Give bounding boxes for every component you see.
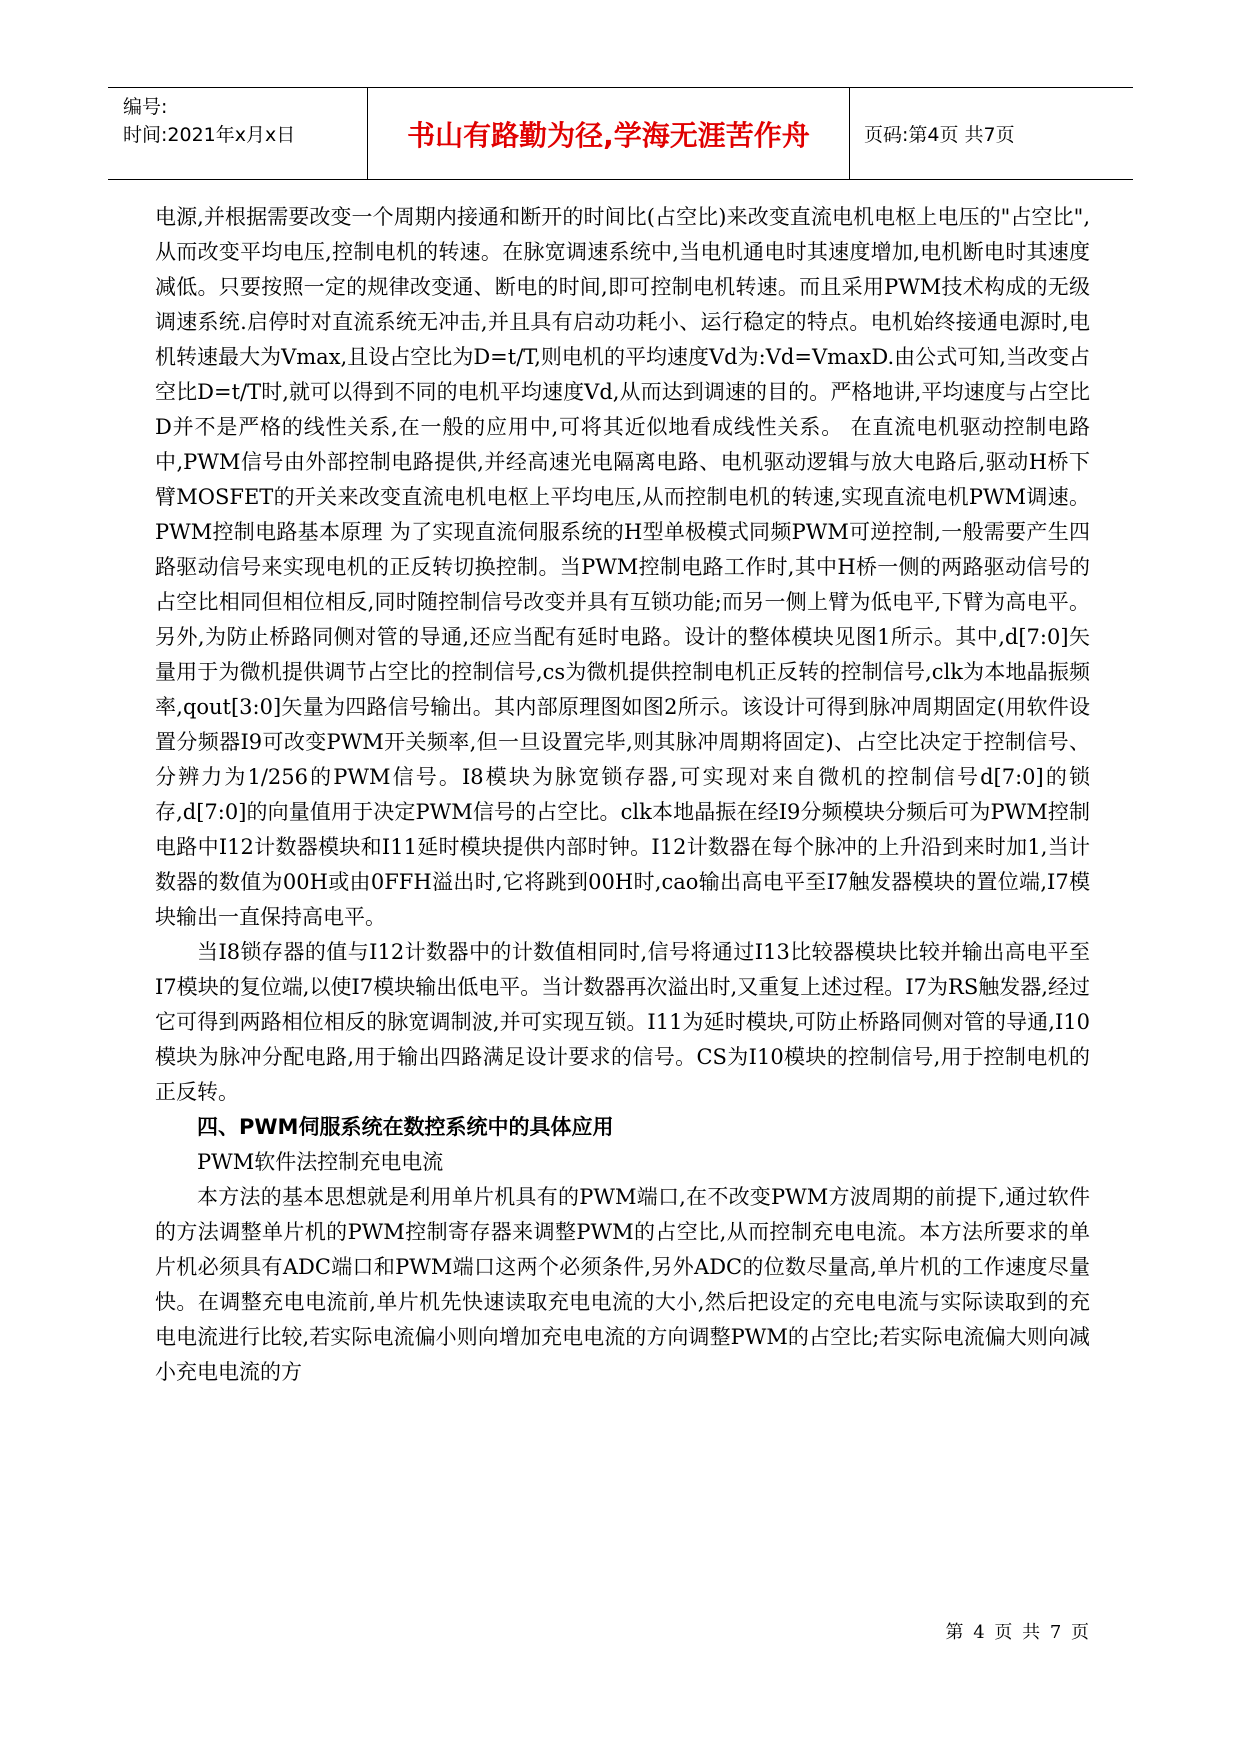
document-number-label: 编号: <box>123 96 168 118</box>
body-paragraph-2: 当I8锁存器的值与I12计数器中的计数值相同时,信号将通过I13比较器模块比较并输出高电平至I7模块的复位端,以使I7模块输出低电平。当计数器再次溢出时,又重复上述过程。I7为RS触发器,经过它可得到两路相位相反的脉宽调制波,并可实现互锁。I11为延时模块,可防止桥路同侧对管的导通,I10模块为脉冲分配电路,用于输出四路满足设计要求的信号。CS为I10模块的控制信号,用于控制电机的正反转。 <box>155 940 1090 1104</box>
header-meta <box>108 88 368 179</box>
section-heading: 四、PWM伺服系统在数控系统中的具体应用 <box>197 1115 614 1139</box>
body-paragraph-1: 电源,并根据需要改变一个周期内接通和断开的时间比(占空比)来改变直流电机电枢上电压的"占空比",从而改变平均电压,控制电机的转速。在脉宽调速系统中,当电机通电时其速度增加,电机断电时其速度减低。只要按照一定的规律改变通、断电的时间,即可控制电机转速。而且采用PWM技术构成的无级调速系统.启停时对直流系统无冲击,并且具有启动功耗小、运行稳定的特点。电机始终接通电源时,电机转速最大为Vmax,且设占空比为D=t/T,则电机的平均速度Vd为:Vd=VmaxD.由公式可知,当改变占空比D=t/T时,就可以得到不同的电机平均速度Vd,从而达到调速的目的。严格地讲,平均速度与占空比D并不是严格的线性关系,在一般的应用中,可将其近似地看成线性关系。 在直流电机驱动控制电路中,PWM信号由外部控制电路提供,并经高速光电隔离电路、电机驱动逻辑与放大电路后,驱动H桥下臂MOSFET的开关来改变直流电机电枢上平均电压,从而控制电机的转速,实现直流电机PWM调速。PWM控制电路基本原理 为了实现直流伺服系统的H型单极模式同频PWM可逆控制,一般需要产生四路驱动信号来实现电机的正反转切换控制。当PWM控制电路工作时,其中H桥一侧的两路驱动信号的占空比相同但相位相反,同时随控制信号改变并具有互锁功能;而另一侧上臂为低电平,下臂为高电平。另外,为防止桥路同侧对管的导通,还应当配有延时电路。设计的整体模块见图1所示。其中,d[7:0]矢量用于为微机提供调节占空比的控制信号,cs为微机提供控制电机正反转的控制信号,clk为本地晶振频率,qout[3:0]矢量为四路信号输出。其内部原理图如图2所示。该设计可得到脉冲周期固定(用软件设置分频器I9可改变PWM开关频率,但一旦设置完毕,则其脉冲周期将固定)、占空比决定于控制信号、分辨力为1/256的PWM信号。I8模块为脉宽锁存器,可实现对来自微机的控制信号d[7:0]的锁存,d[7:0]的向量值用于决定PWM信号的占空比。clk本地晶振在经I9分频模块分频后可为PWM控制电路中I12计数器模块和I11延时模块提供内部时钟。I12计数器在每个脉冲的上升沿到来时加1,当计数器的数值为00H或由0FFH溢出时,它将跳到00H时,cao输出高电平至I7触发器模块的置位端,I7模块输出一直保持高电平。 <box>155 205 1090 929</box>
page-header <box>108 87 1133 180</box>
subheading: PWM软件法控制充电电流 <box>197 1150 444 1174</box>
document-time-label: 时间:2021年x月x日 <box>123 124 296 146</box>
header-motto: 书山有路勤为径,学海无涯苦作舟 <box>368 88 850 179</box>
body-paragraph-3: 本方法的基本思想就是利用单片机具有的PWM端口,在不改变PWM方波周期的前提下,通过软件的方法调整单片机的PWM控制寄存器来调整PWM的占空比,从而控制充电电流。本方法所要求的单片机必须具有ADC端口和PWM端口这两个必须条件,另外ADC的位数尽量高,单片机的工作速度尽量快。在调整充电电流前,单片机先快速读取充电电流的大小,然后把设定的充电电流与实际读取到的充电电流进行比较,若实际电流偏小则向增加充电电流的方向调整PWM的占空比;若实际电流偏大则向减小充电电流的方 <box>155 1185 1090 1384</box>
page-footer-number: 第 4 页 共 7 页 <box>945 1622 1091 1643</box>
header-page-info: 页码:第4页 共7页 <box>864 124 1015 146</box>
document-body <box>155 200 1090 1390</box>
